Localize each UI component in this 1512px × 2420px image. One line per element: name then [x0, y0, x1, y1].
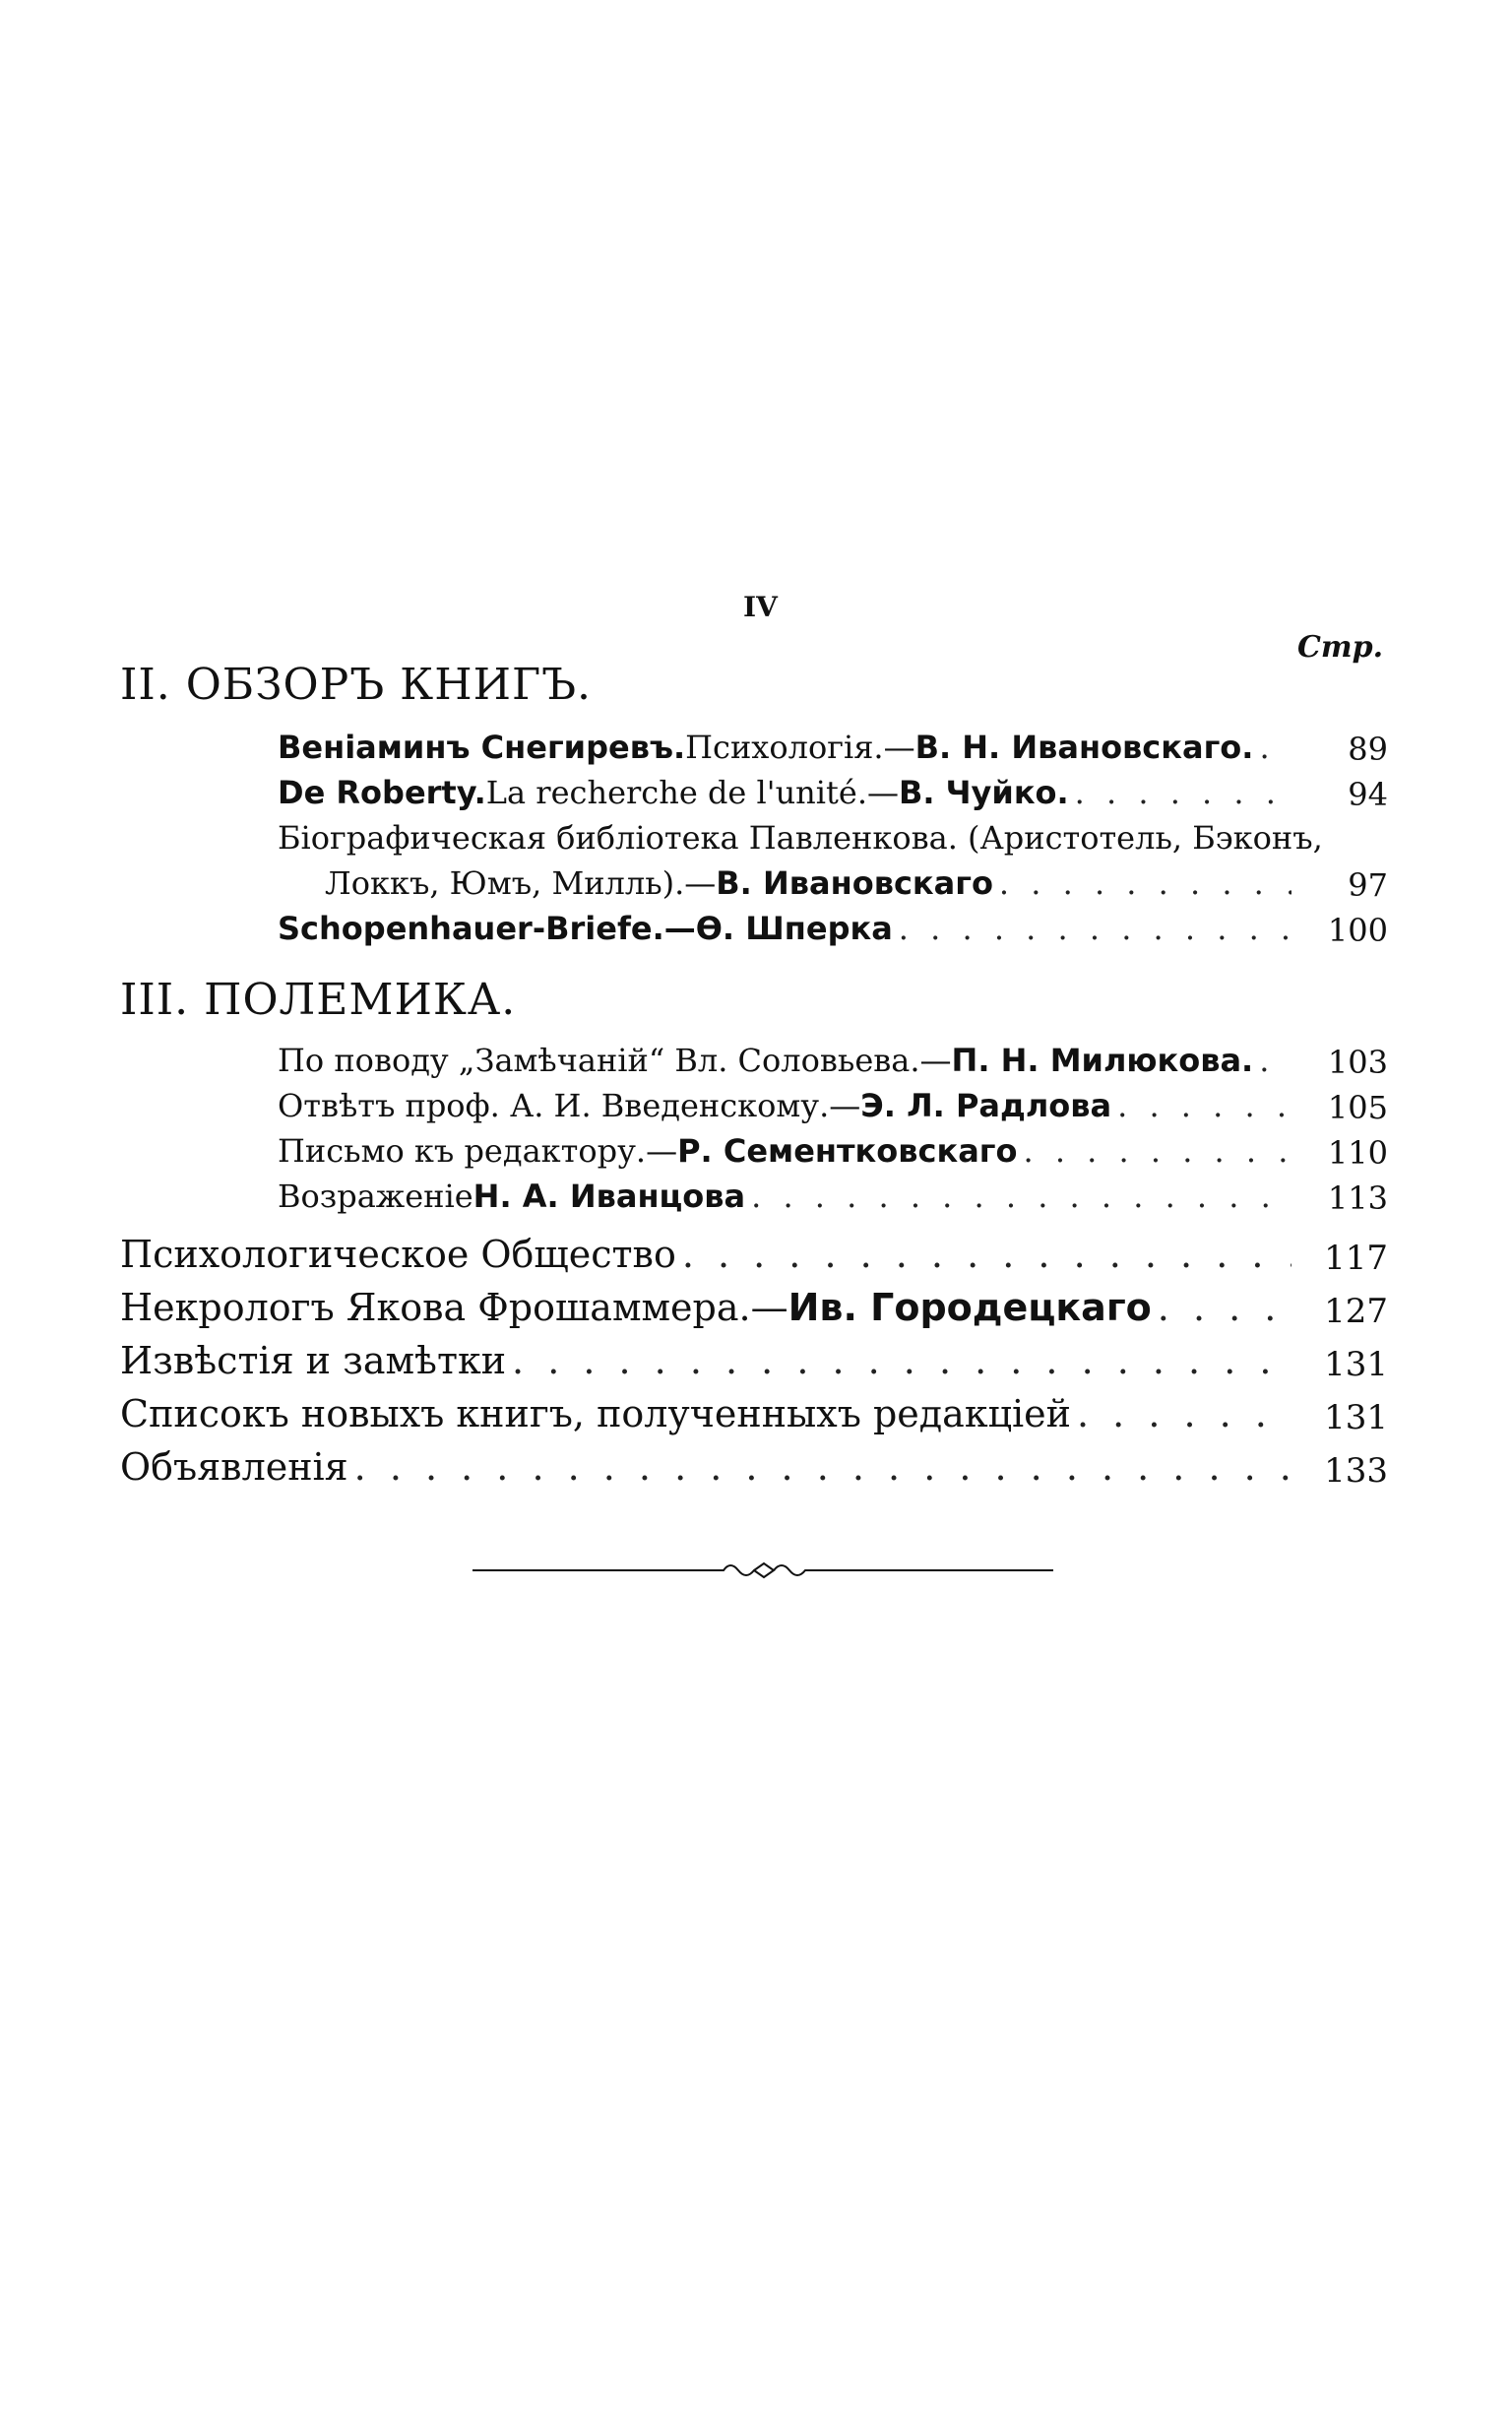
toc-entry-title: Психологія.— — [685, 729, 915, 766]
toc-page-number: 117 — [1324, 1239, 1388, 1278]
dot-leader — [1259, 1042, 1292, 1079]
toc-entry[interactable] — [278, 1042, 1292, 1087]
toc-page-number: 110 — [1327, 1134, 1388, 1172]
ornament-flourish — [709, 1563, 817, 1577]
toc-entry-title: Локкъ, Юмъ, Милль).— — [325, 864, 717, 902]
toc-main-entry[interactable] — [120, 1286, 1292, 1331]
toc-entry-author: В. Чуйко. — [898, 774, 1069, 811]
toc-entry-author: Schopenhauer-Briefe.—Ѳ. Шперка — [278, 910, 893, 947]
dot-leader — [999, 864, 1292, 902]
toc-page-number: 113 — [1327, 1179, 1388, 1217]
dot-leader — [1158, 1286, 1292, 1329]
toc-entry-author: Н. А. Иванцова — [472, 1178, 746, 1215]
toc-page-number: 103 — [1327, 1044, 1388, 1081]
toc-entry-title: Отвѣтъ проф. А. И. Введенскому.— — [278, 1087, 861, 1124]
ornament-divider — [472, 1556, 1053, 1585]
toc-entry[interactable] — [278, 729, 1292, 774]
toc-page-number: 94 — [1348, 776, 1388, 813]
toc-entry-title: Извѣстія и замѣтки — [120, 1339, 507, 1382]
dot-leader — [899, 910, 1292, 947]
toc-entry[interactable] — [278, 819, 1323, 864]
toc-entry[interactable] — [278, 1132, 1292, 1178]
toc-entry-author: Э. Л. Радлова — [860, 1087, 1112, 1124]
dot-leader — [1023, 1132, 1292, 1170]
toc-page-number: 127 — [1324, 1292, 1388, 1331]
toc-entry-title: Біографическая библіотека Павленкова. (Аристотель, Бэконъ, — [278, 819, 1323, 857]
toc-entry[interactable] — [278, 1087, 1292, 1132]
dot-leader — [1077, 1392, 1292, 1435]
toc-entry-author: В. Ивановскаго — [716, 864, 993, 902]
toc-entry-author: De Roberty. — [278, 774, 486, 811]
toc-entry-title: Объявленія — [120, 1445, 348, 1489]
toc-main-entry[interactable] — [120, 1445, 1292, 1491]
toc-page-number: 131 — [1324, 1398, 1388, 1437]
dot-leader — [512, 1339, 1292, 1382]
toc-entry[interactable] — [278, 910, 1292, 955]
toc-entry[interactable] — [278, 1178, 1292, 1223]
page-column-header: Стр. — [1297, 630, 1384, 665]
toc-entry-author: В. Н. Ивановскаго. — [914, 729, 1254, 766]
section-heading-review: II. ОБЗОРЪ КНИГЪ. — [120, 660, 593, 710]
toc-main-entry[interactable] — [120, 1392, 1292, 1437]
toc-page-number: 97 — [1348, 866, 1388, 904]
page-number-marker: IV — [743, 591, 778, 623]
dot-leader — [682, 1233, 1292, 1276]
toc-entry-title: Некрологъ Якова Фрошаммера.— — [120, 1286, 788, 1329]
toc-entry-author: Веніаминъ Снегиревъ. — [278, 729, 686, 766]
toc-page-number: 133 — [1324, 1451, 1388, 1491]
dot-leader — [1259, 729, 1292, 766]
toc-entry[interactable] — [325, 864, 1292, 910]
toc-entry-author: Ив. Городецкаго — [788, 1286, 1152, 1329]
toc-main-entry[interactable] — [120, 1339, 1292, 1384]
dot-leader — [1075, 774, 1292, 811]
toc-entry[interactable] — [278, 774, 1292, 819]
section-heading-polemics: III. ПОЛЕМИКА. — [120, 975, 517, 1025]
toc-page-number: 89 — [1348, 731, 1388, 768]
toc-page-number: 100 — [1327, 912, 1388, 949]
toc-main-entry[interactable] — [120, 1233, 1292, 1278]
dot-leader — [354, 1445, 1292, 1489]
dot-leader — [1117, 1087, 1292, 1124]
toc-entry-author: П. Н. Милюкова. — [951, 1042, 1254, 1079]
toc-entry-title: Письмо къ редактору.— — [278, 1132, 678, 1170]
toc-entry-title: Возраженіе — [278, 1178, 473, 1215]
dot-leader — [751, 1178, 1292, 1215]
toc-page-number: 105 — [1327, 1089, 1388, 1126]
toc-entry-title: La recherche de l'unité.— — [485, 774, 899, 811]
toc-entry-title: По поводу „Замѣчаній“ Вл. Соловьева.— — [278, 1042, 952, 1079]
toc-entry-title: Списокъ новыхъ книгъ, полученныхъ редакціей — [120, 1392, 1071, 1435]
toc-entry-title: Психологическое Общество — [120, 1233, 676, 1276]
toc-page-number: 131 — [1324, 1345, 1388, 1384]
toc-entry-author: Р. Сементковскаго — [677, 1132, 1018, 1170]
